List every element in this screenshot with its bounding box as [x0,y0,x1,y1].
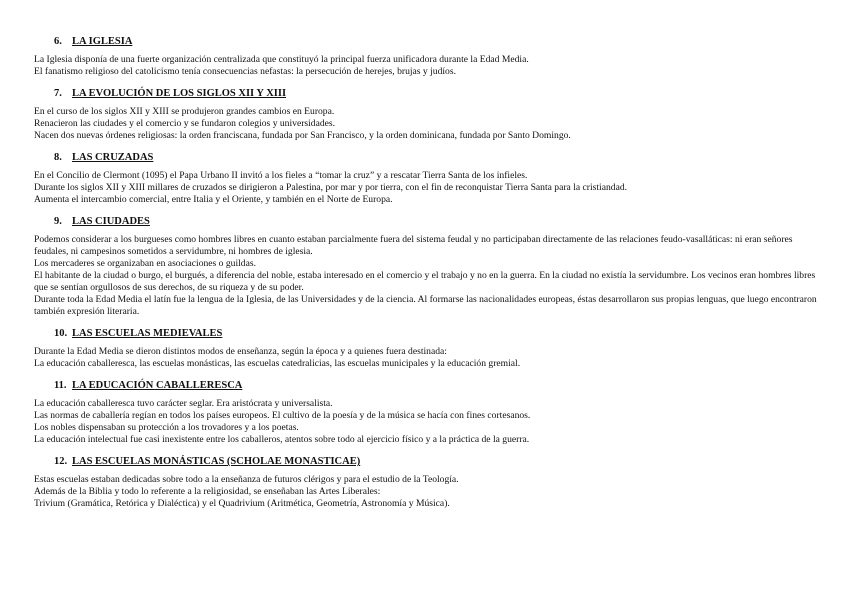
paragraph-line: Durante la Edad Media se dieron distintos modos de enseñanza, según la época y a quienes fuera destinada: [34,346,447,357]
section-heading [34,35,824,48]
paragraph-line: La educación caballeresca tuvo carácter seglar. Era aristócrata y universalista. [34,398,333,409]
paragraph-line: El habitante de la ciudad o burgo, el burgués, a diferencia del noble, estaba interesado en el comercio y el trabajo y no en la guerra. En la ciudad no existía la servidumbre. Los vecinos eran hombres libres que se sentían orgullosos de sus derechos, de su riqueza y de su poder. [34,270,816,293]
section-number: 9. [54,216,62,227]
section-title: LA IGLESIA [72,36,133,47]
section-title: LAS CIUDADES [72,216,150,227]
section-heading [34,87,824,100]
section-number: 12. [54,456,68,467]
section-escuelas-monasticas [34,455,824,510]
paragraph-line: Podemos considerar a los burgueses como hombres libres en cuanto estaban parcialmente fuera del sistema feudal y no participaban directamente de las relaciones feudo-vasalláticas: ni eran señores feudales, ni campesinos sometidos a servidumbre, ni hombres de iglesia. [34,234,793,257]
section-heading [34,379,824,392]
paragraph-line: Además de la Biblia y todo lo referente a la religiosidad, se enseñaban las Artes Liberales: [34,486,381,497]
section-heading [34,327,824,340]
paragraph-line: La Iglesia disponía de una fuerte organización centralizada que constituyó la principal fuerza unificadora durante la Edad Media. [34,54,529,65]
paragraph-line: Estas escuelas estaban dedicadas sobre todo a la enseñanza de futuros clérigos y para el estudio de la Teología. [34,474,459,485]
section-las-cruzadas [34,151,824,206]
section-heading [34,455,824,468]
section-number: 7. [54,88,62,99]
section-escuelas-medievales [34,327,824,370]
paragraph-line: El fanatismo religioso del catolicismo tenía consecuencias nefastas: la persecución de herejes, brujas y judíos. [34,66,456,77]
section-title: LAS ESCUELAS MONÁSTICAS (SCHOLAE MONASTICAE) [72,456,361,467]
paragraph-line: Durante toda la Edad Media el latín fue la lengua de la Iglesia, de las Universidades y de la ciencia. Al formarse las nacionalidades europeas, éstas desarrollaron sus propias lenguas, que luego encontraron también expresión literaria. [34,294,817,317]
section-heading [34,215,824,228]
paragraph-line: En el Concilio de Clermont (1095) el Papa Urbano II invitó a los fieles a “tomar la cruz” y a rescatar Tierra Santa de los infieles. [34,170,528,181]
paragraph-line: En el curso de los siglos XII y XIII se produjeron grandes cambios en Europa. [34,106,335,117]
section-title: LAS ESCUELAS MEDIEVALES [72,328,223,339]
paragraph-line: Renacieron las ciudades y el comercio y se fundaron colegios y universidades. [34,118,336,129]
section-number: 11. [54,380,67,391]
paragraph-line: Los mercaderes se organizaban en asociaciones o guildas. [34,258,256,269]
section-title: LAS CRUZADAS [72,152,154,163]
section-educacion-caballeresca [34,379,824,446]
paragraph-line: Trivium (Gramática, Retórica y Dialéctica) y el Quadrivium (Aritmética, Geometría, Astronomía y Música). [34,498,450,509]
section-number: 6. [54,36,62,47]
paragraph-line: Aumenta el intercambio comercial, entre Italia y el Oriente, y también en el Norte de Europa. [34,194,393,205]
paragraph-line: Los nobles dispensaban su protección a los trovadores y a los poetas. [34,422,299,433]
section-title: LA EDUCACIÓN CABALLERESCA [72,380,243,391]
section-number: 8. [54,152,62,163]
paragraph-line: Las normas de caballería regían en todos los países europeos. El cultivo de la poesía y de la música se hacía con fines cortesanos. [34,410,531,421]
section-title: LA EVOLUCIÓN DE LOS SIGLOS XII Y XIII [72,88,287,99]
section-las-ciudades [34,215,824,318]
paragraph-line: La educación intelectual fue casi inexistente entre los caballeros, atentos sobre todo al ejercicio físico y a la práctica de la guerra. [34,434,530,445]
section-number: 10. [54,328,68,339]
paragraph-line: Nacen dos nuevas órdenes religiosas: la orden franciscana, fundada por San Francisco, y la orden dominicana, fundada por Santo Domingo. [34,130,571,141]
section-evolucion-siglos [34,87,824,142]
paragraph-line: La educación caballeresca, las escuelas monásticas, las escuelas catedralicias, las escuelas municipales y la educación gremial. [34,358,521,369]
section-heading [34,151,824,164]
section-la-iglesia [34,35,824,78]
document-page [34,35,824,519]
paragraph-line: Durante los siglos XII y XIII millares de cruzados se dirigieron a Palestina, por mar y por tierra, con el fin de reconquistar Tierra Santa para la cristiandad. [34,182,628,193]
